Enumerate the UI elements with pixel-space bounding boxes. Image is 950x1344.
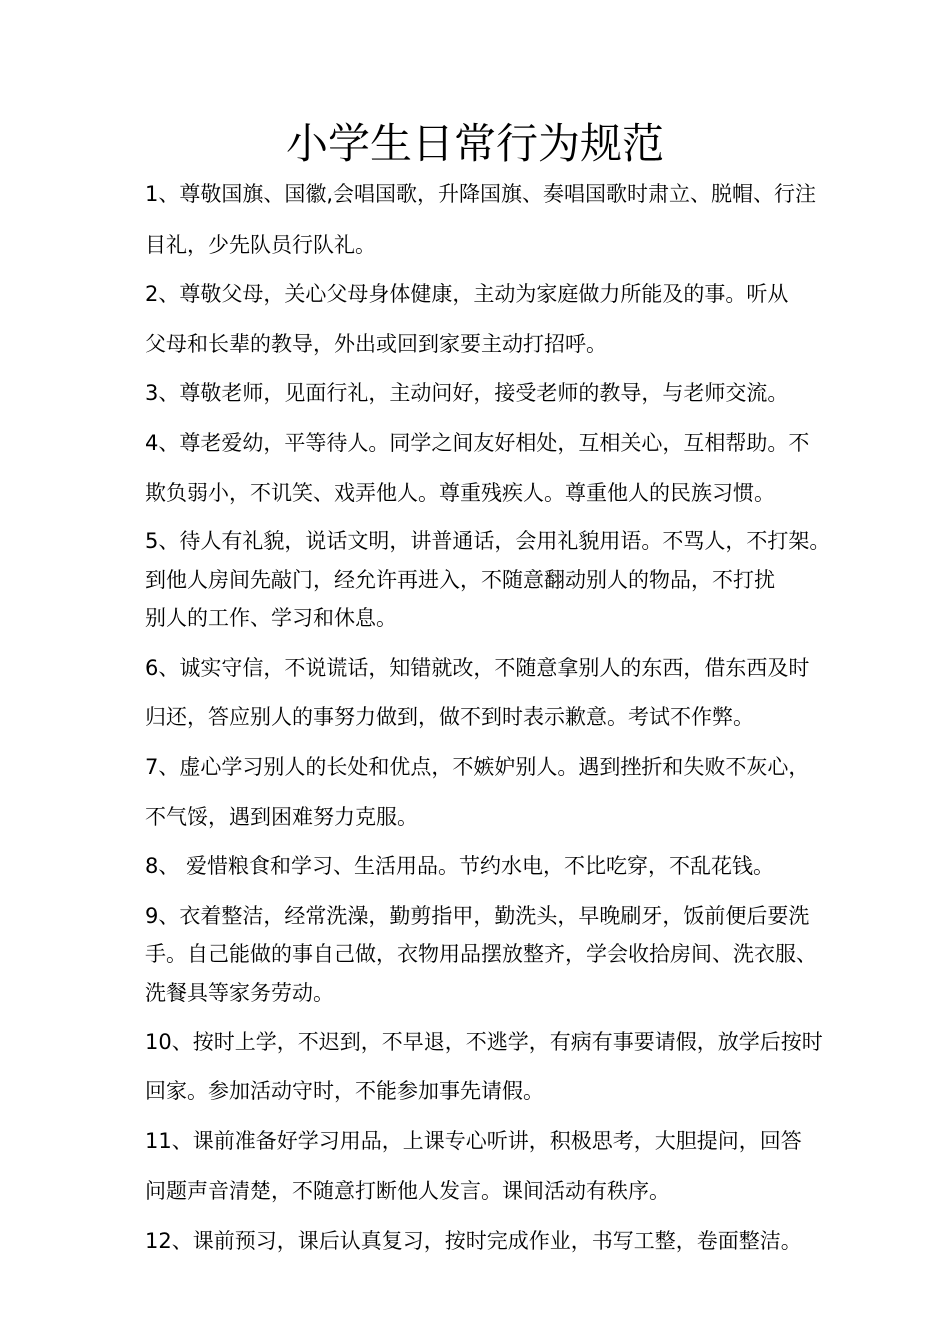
rule-line: 回家。参加活动守时，不能参加事先请假。 bbox=[145, 1079, 544, 1103]
document-title: 小学生日常行为规范 bbox=[285, 119, 664, 168]
rule-line: 问题声音清楚，不随意打断他人发言。课间活动有秩序。 bbox=[145, 1179, 670, 1203]
rule-line: 9、衣着整洁，经常洗澡，勤剪指甲，勤洗头，早晚刷牙，饭前便后要洗 bbox=[145, 904, 810, 928]
rule-line: 父母和长辈的教导，外出或回到家要主动打招呼。 bbox=[145, 332, 607, 356]
rule-line: 欺负弱小，不讥笑、戏弄他人。尊重残疾人。尊重他人的民族习惯。 bbox=[145, 481, 775, 505]
rule-line: 4、尊老爱幼，平等待人。同学之间友好相处，互相关心，互相帮助。不 bbox=[145, 431, 810, 455]
rule-line: 3、尊敬老师，见面行礼，主动问好，接受老师的教导，与老师交流。 bbox=[145, 381, 789, 405]
rule-line: 12、课前预习，课后认真复习，按时完成作业，书写工整，卷面整洁。 bbox=[145, 1229, 802, 1253]
rule-line: 手。自己能做的事自己做，衣物用品摆放整齐，学会收拾房间、洗衣服、 bbox=[145, 942, 817, 966]
rule-line: 别人的工作、学习和休息。 bbox=[145, 606, 397, 630]
rule-line: 目礼，少先队员行队礼。 bbox=[145, 233, 376, 257]
rule-line: 10、按时上学，不迟到，不早退，不逃学，有病有事要请假，放学后按时 bbox=[145, 1030, 823, 1054]
rule-line: 归还，答应别人的事努力做到，做不到时表示歉意。考试不作弊。 bbox=[145, 705, 754, 729]
rule-line: 1、尊敬国旗、国徽,会唱国歌，升降国旗、奏唱国歌时肃立、脱帽、行注 bbox=[145, 182, 817, 206]
rule-line: 不气馁，遇到困难努力克服。 bbox=[145, 805, 418, 829]
rule-line: 2、尊敬父母，关心父母身体健康，主动为家庭做力所能及的事。听从 bbox=[145, 282, 789, 306]
rule-line: 洗餐具等家务劳动。 bbox=[145, 981, 334, 1005]
rule-line: 11、课前准备好学习用品，上课专心听讲，积极思考，大胆提问，回答 bbox=[145, 1129, 802, 1153]
rule-line: 8、 爱惜粮食和学习、生活用品。节约水电，不比吃穿，不乱花钱。 bbox=[145, 854, 775, 878]
rule-line: 7、虚心学习别人的长处和优点，不嫉妒别人。遇到挫折和失败不灰心， bbox=[145, 755, 810, 779]
rule-line: 到他人房间先敲门，经允许再进入，不随意翻动别人的物品，不打扰 bbox=[145, 568, 775, 592]
rule-line: 5、待人有礼貌，说话文明，讲普通话，会用礼貌用语。不骂人，不打架。 bbox=[145, 529, 831, 553]
rule-line: 6、诚实守信，不说谎话，知错就改，不随意拿别人的东西，借东西及时 bbox=[145, 656, 810, 680]
